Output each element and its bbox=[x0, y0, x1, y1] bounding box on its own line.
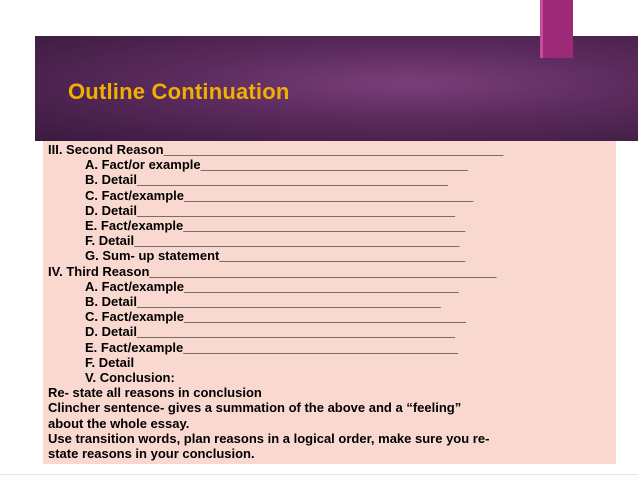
outline-line: A. Fact/or example_____________________________________ bbox=[85, 157, 469, 173]
outline-line: about the whole essay. bbox=[48, 415, 190, 431]
outline-line: Re- state all reasons in conclusion bbox=[48, 385, 262, 401]
outline-line: Use transition words, plan reasons in a logical order, make sure you re- bbox=[48, 430, 490, 446]
outline-line: C. Fact/example_______________________________________ bbox=[85, 309, 466, 325]
outline-line: F. Detail bbox=[85, 354, 135, 370]
accent-bar bbox=[540, 0, 573, 58]
outline-line: E. Fact/example_______________________________________ bbox=[85, 218, 466, 234]
outline-line: A. Fact/example______________________________________ bbox=[85, 278, 459, 294]
bottom-divider bbox=[0, 474, 638, 475]
outline-line: G. Sum- up statement__________________________________ bbox=[85, 248, 466, 264]
outline-line: III. Second Reason_______________________________________________ bbox=[48, 142, 504, 157]
outline-list bbox=[48, 142, 503, 461]
outline-line: state reasons in your conclusion. bbox=[48, 446, 255, 462]
outline-line: IV. Third Reason________________________________________________ bbox=[48, 263, 497, 279]
outline-line: V. Conclusion: bbox=[85, 370, 175, 386]
outline-line: B. Detail__________________________________________ bbox=[85, 294, 441, 310]
outline-line: Clincher sentence- gives a summation of the above and a “feeling” bbox=[48, 400, 462, 416]
outline-line: C. Fact/example________________________________________ bbox=[85, 187, 474, 203]
outline-line: F. Detail_____________________________________________ bbox=[85, 233, 460, 249]
outline-line: D. Detail____________________________________________ bbox=[85, 202, 456, 218]
outline-line: D. Detail____________________________________________ bbox=[85, 324, 456, 340]
outline-line: E. Fact/example______________________________________ bbox=[85, 339, 459, 355]
outline-line: B. Detail___________________________________________ bbox=[85, 172, 448, 188]
slide-title: Outline Continuation bbox=[68, 79, 290, 104]
